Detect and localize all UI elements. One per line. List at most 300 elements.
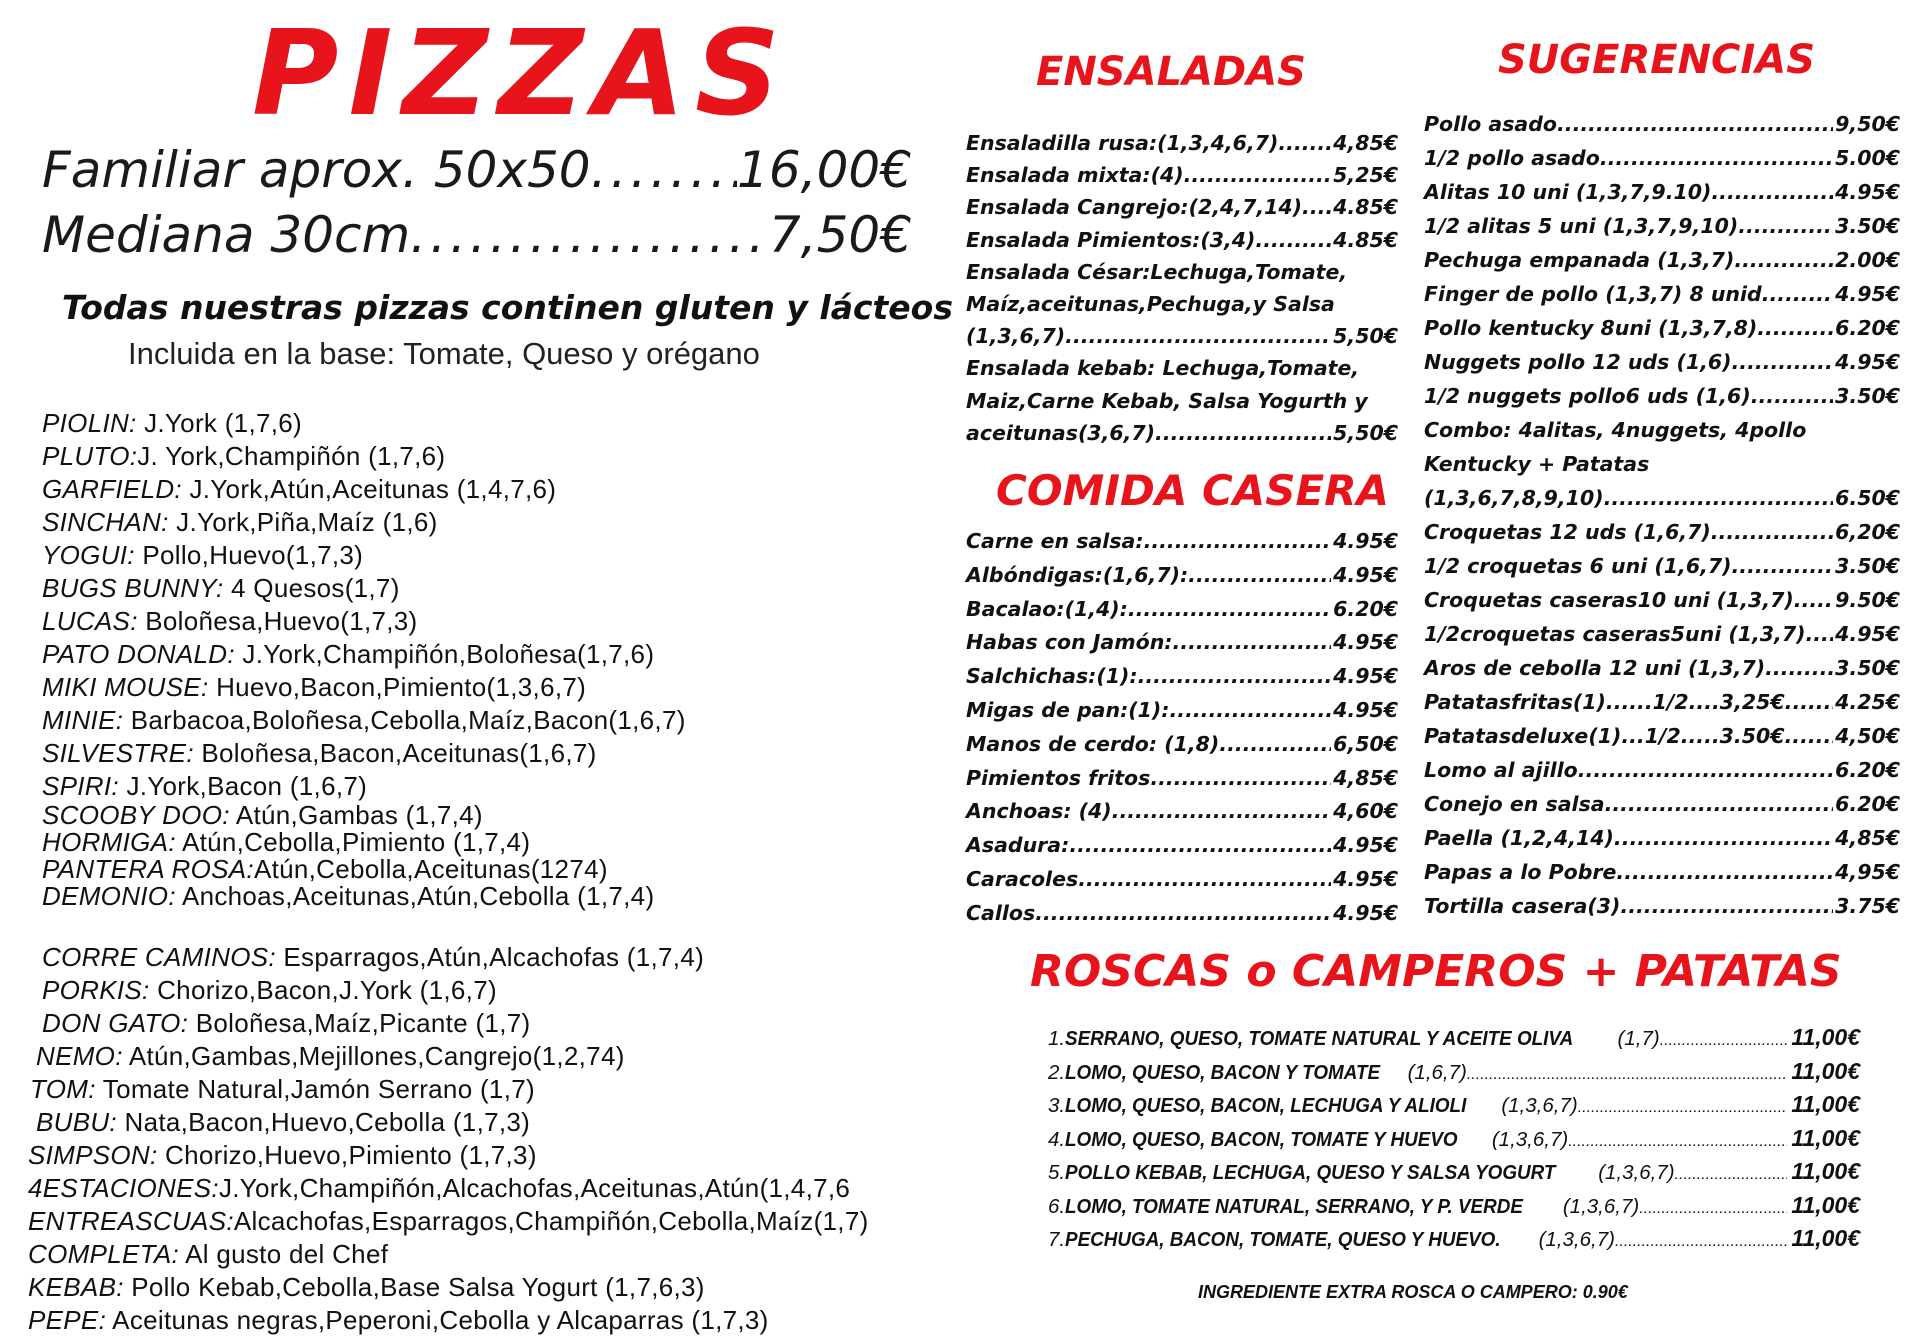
pizza-ingredients: Chorizo,Huevo,Pimiento (1,7,3) bbox=[157, 1140, 537, 1170]
menu-item-price: 6,20€ bbox=[1835, 520, 1900, 544]
menu-item-price: 2.00€ bbox=[1835, 248, 1900, 272]
menu-item-label: Anchoas: (4) bbox=[966, 799, 1112, 824]
pizza-name: BUBU: bbox=[36, 1107, 117, 1137]
leader-dots bbox=[1078, 868, 1331, 892]
menu-item-label: Croquetas 12 uds (1,6,7) bbox=[1424, 520, 1711, 544]
size-price: 16,00€ bbox=[737, 141, 912, 199]
pizza-item bbox=[42, 507, 438, 538]
pizza-ingredients: J.York,Atún,Aceitunas (1,4,7,6) bbox=[181, 474, 557, 504]
menu-item bbox=[1424, 283, 1900, 307]
menu-item-line: Ensalada kebab: Lechuga,Tomate, bbox=[966, 356, 1360, 381]
sugerencias-title: SUGERENCIAS bbox=[1498, 37, 1816, 83]
menu-item-price: 4.95€ bbox=[1333, 630, 1398, 655]
menu-item bbox=[1424, 249, 1900, 273]
menu-item-label: Caracoles bbox=[966, 867, 1079, 891]
menu-item bbox=[966, 665, 1398, 689]
leader-dots bbox=[1138, 665, 1332, 689]
rosca-allergens: (1,3,6,7) bbox=[1538, 1228, 1615, 1251]
leader-dots bbox=[1732, 351, 1834, 375]
menu-item bbox=[1424, 555, 1900, 579]
menu-item-label: Finger de pollo (1,3,7) 8 unid bbox=[1424, 282, 1762, 306]
rosca-name: LOMO, QUESO, BACON, TOMATE Y HUEVO bbox=[1065, 1127, 1458, 1151]
menu-item-line: Ensalada César:Lechuga,Tomate, bbox=[966, 259, 1348, 284]
menu-item-price: 5.00€ bbox=[1835, 146, 1900, 170]
pizza-name: DEMONIO: bbox=[42, 881, 176, 911]
menu-item-price: 4.85€ bbox=[1333, 227, 1398, 252]
pizza-item bbox=[42, 881, 654, 912]
pizza-item bbox=[42, 639, 654, 670]
menu-item-label: Migas de pan:(1): bbox=[966, 698, 1170, 722]
leader-dots bbox=[1762, 283, 1833, 307]
menu-item-label: 1/2croquetas caseras5uni (1,3,7) bbox=[1424, 622, 1806, 646]
pizza-ingredients: J.York (1,7,6) bbox=[136, 408, 302, 438]
pizza-item bbox=[28, 1272, 705, 1303]
pizza-item bbox=[36, 1041, 625, 1072]
menu-item-line: Combo: 4alitas, 4nuggets, 4pollo bbox=[1424, 418, 1807, 442]
menu-item bbox=[1424, 181, 1900, 205]
leader-dots bbox=[1711, 521, 1833, 545]
menu-item bbox=[1424, 385, 1900, 409]
pizza-ingredients: J.York,Piña,Maíz (1,6) bbox=[168, 507, 438, 537]
pizza-name: SINCHAN: bbox=[42, 507, 169, 537]
leader-dots bbox=[1792, 725, 1833, 749]
pizza-ingredients: J.York,Champiñón,Boloñesa(1,7,6) bbox=[234, 639, 655, 669]
rosca-item bbox=[1048, 1091, 1860, 1118]
size-label: Familiar aprox. 50x50 bbox=[42, 141, 591, 199]
menu-item bbox=[966, 902, 1398, 926]
rosca-name: LOMO, TOMATE NATURAL, SERRANO, Y P. VERDE bbox=[1065, 1194, 1524, 1218]
pizza-ingredients: Boloñesa,Maíz,Picante (1,7) bbox=[188, 1008, 531, 1038]
menu-item bbox=[966, 164, 1398, 188]
menu-item-price: 4,85€ bbox=[1333, 131, 1398, 155]
pizza-item bbox=[28, 1305, 769, 1336]
menu-item-label: Ensaladilla rusa:(1,3,4,6,7) bbox=[966, 131, 1279, 155]
rosca-name: SERRANO, QUESO, TOMATE NATURAL Y ACEITE OLIVA bbox=[1065, 1027, 1574, 1050]
leader-dots bbox=[1616, 861, 1833, 885]
leader-dots bbox=[1184, 164, 1332, 188]
menu-item-label: Callos bbox=[966, 900, 1036, 925]
pizza-name: PATO DONALD: bbox=[42, 639, 235, 669]
menu-item-label: Nuggets pollo 12 uds (1,6) bbox=[1424, 350, 1732, 374]
menu-item bbox=[1424, 521, 1900, 545]
leader-dots bbox=[1065, 325, 1331, 349]
leader-dots bbox=[1614, 827, 1833, 851]
menu-item-label: Ensalada Cangrejo:(2,4,7,14) bbox=[966, 195, 1303, 220]
menu-item bbox=[1424, 623, 1900, 647]
menu-item-label: Pechuga empanada (1,3,7) bbox=[1424, 248, 1735, 272]
pizza-ingredients: Aceitunas negras,Peperoni,Cebolla y Alcaparras (1,7,3) bbox=[106, 1305, 769, 1335]
menu-item-price: 4.95€ bbox=[1333, 529, 1398, 553]
pizza-ingredients: Atún,Gambas (1,7,4) bbox=[229, 800, 483, 830]
leader-dots bbox=[1112, 800, 1331, 824]
size-label: Mediana 30cm bbox=[42, 206, 411, 264]
rosca-number: 6. bbox=[1048, 1194, 1066, 1218]
menu-item bbox=[966, 196, 1398, 220]
pizza-item bbox=[42, 705, 686, 736]
menu-item-label: Pollo asado bbox=[1424, 112, 1558, 136]
rosca-number: 5. bbox=[1048, 1161, 1066, 1184]
pizza-name: PEPE: bbox=[28, 1305, 107, 1335]
menu-item-price: 4.95€ bbox=[1333, 900, 1398, 925]
rosca-name: LOMO, QUESO, BACON Y TOMATE bbox=[1065, 1060, 1381, 1084]
rosca-allergens: (1,7) bbox=[1617, 1027, 1660, 1050]
menu-item-price: 4.95€ bbox=[1835, 180, 1900, 204]
menu-item-label: 1/2 alitas 5 uni (1,3,7,9,10) bbox=[1424, 214, 1739, 238]
pizza-name: HORMIGA: bbox=[42, 827, 176, 857]
pizza-item bbox=[42, 672, 586, 703]
menu-item-label: Croquetas caseras10 uni (1,3,7) bbox=[1424, 588, 1794, 612]
menu-item-price: 3.50€ bbox=[1835, 656, 1900, 680]
rosca-item bbox=[1048, 1125, 1860, 1152]
rosca-price: 11,00€ bbox=[1791, 1024, 1860, 1050]
menu-item bbox=[966, 598, 1398, 622]
menu-item-label: Pollo kentucky 8uni (1,3,7,8) bbox=[1424, 316, 1758, 340]
menu-item-price: 6.20€ bbox=[1835, 316, 1900, 340]
menu-item bbox=[966, 767, 1398, 791]
menu-item-label: Manos de cerdo: (1,8) bbox=[966, 731, 1220, 756]
leader-dots bbox=[1302, 196, 1331, 220]
menu-item-label: Papas a lo Pobre bbox=[1424, 860, 1617, 884]
leader-dots bbox=[1675, 1166, 1788, 1184]
pizza-ingredients: J. York,Champiñón (1,7,6) bbox=[137, 441, 446, 471]
pizza-item bbox=[28, 1206, 869, 1237]
menu-item-price: 4,60€ bbox=[1333, 799, 1398, 824]
leader-dots bbox=[1578, 1099, 1788, 1117]
menu-item-price: 5,50€ bbox=[1333, 420, 1398, 445]
menu-item-label: Habas con Jamón: bbox=[966, 630, 1173, 655]
menu-item-label: Aros de cebolla 12 uni (1,3,7) bbox=[1424, 656, 1766, 680]
leader-dots bbox=[1794, 589, 1833, 613]
leader-dots bbox=[1144, 530, 1332, 554]
extra-ingredient-note: INGREDIENTE EXTRA ROSCA O CAMPERO: 0.90€ bbox=[1198, 1282, 1628, 1302]
pizza-name: COMPLETA: bbox=[28, 1239, 180, 1269]
pizza-item bbox=[28, 1239, 388, 1270]
menu-item-price: 4.95€ bbox=[1333, 562, 1398, 587]
menu-item-price: 6.20€ bbox=[1835, 758, 1900, 782]
rosca-item bbox=[1048, 1192, 1860, 1219]
pizza-name: DON GATO: bbox=[42, 1008, 189, 1038]
leader-dots bbox=[1604, 487, 1834, 511]
leader-dots bbox=[1035, 902, 1331, 926]
menu-item-label: Bacalao:(1,4): bbox=[966, 596, 1128, 621]
comida-casera-title: COMIDA CASERA bbox=[996, 466, 1390, 515]
pizza-name: PIOLIN: bbox=[42, 408, 137, 438]
rosca-price: 11,00€ bbox=[1791, 1191, 1860, 1218]
rosca-number: 2. bbox=[1048, 1060, 1066, 1084]
leader-dots bbox=[1568, 1133, 1787, 1151]
pizza-item bbox=[42, 771, 367, 802]
menu-item-label: Tortilla casera(3) bbox=[1424, 894, 1621, 918]
menu-item-price: 9,50€ bbox=[1835, 112, 1900, 136]
leader-dots bbox=[1467, 1066, 1788, 1084]
menu-item bbox=[1424, 861, 1900, 885]
pizza-item bbox=[42, 738, 597, 769]
leader-dots bbox=[1128, 598, 1331, 622]
menu-item-label: 1/2 croquetas 6 uni (1,6,7) bbox=[1424, 554, 1732, 578]
leader-dots bbox=[1600, 147, 1833, 171]
pizza-ingredients: Nata,Bacon,Huevo,Cebolla (1,7,3) bbox=[116, 1107, 531, 1137]
menu-item-label: Conejo en salsa bbox=[1424, 792, 1605, 816]
pizza-name: SPIRI: bbox=[42, 771, 119, 801]
size-price: 7,50€ bbox=[768, 206, 912, 264]
menu-item-label: Salchichas:(1): bbox=[966, 664, 1138, 689]
rosca-name: PECHUGA, BACON, TOMATE, QUESO Y HUEVO. bbox=[1065, 1228, 1501, 1251]
leader-dots bbox=[1173, 631, 1332, 655]
pizza-ingredients: Atún,Cebolla,Pimiento (1,7,4) bbox=[175, 827, 531, 857]
menu-item bbox=[1424, 351, 1900, 375]
menu-item-price: 4.95€ bbox=[1835, 622, 1900, 646]
pizza-ingredients: Alcachofas,Esparragos,Champiñón,Cebolla,Maíz(1,7) bbox=[233, 1206, 869, 1236]
menu-item-label: (1,3,6,7) bbox=[966, 324, 1066, 349]
pizza-item bbox=[42, 540, 363, 571]
menu-item-line: Maíz,aceitunas,Pechuga,y Salsa bbox=[966, 292, 1335, 316]
pizza-ingredients: Barbacoa,Boloñesa,Cebolla,Maíz,Bacon(1,6,7) bbox=[123, 705, 686, 735]
gluten-note: Todas nuestras pizzas continen gluten y lácteos bbox=[62, 288, 953, 327]
pizza-name: TOM: bbox=[30, 1074, 96, 1104]
pizza-name: 4ESTACIONES: bbox=[28, 1173, 219, 1203]
pizza-name: SILVESTRE: bbox=[42, 738, 194, 768]
rosca-item bbox=[1048, 1225, 1860, 1252]
menu-item bbox=[966, 699, 1398, 723]
rosca-price: 11,00€ bbox=[1791, 1091, 1860, 1117]
leader-dots bbox=[1620, 895, 1833, 919]
leader-dots bbox=[1757, 317, 1833, 341]
pizza-name: SCOOBY DOO: bbox=[42, 800, 230, 830]
pizza-name: SIMPSON: bbox=[28, 1140, 158, 1170]
rosca-price: 11,00€ bbox=[1791, 1124, 1860, 1151]
menu-item-label: 1/2 nuggets pollo6 uds (1,6) bbox=[1424, 384, 1751, 408]
menu-item bbox=[1424, 657, 1900, 681]
menu-item bbox=[966, 631, 1398, 655]
rosca-number: 7. bbox=[1048, 1228, 1066, 1251]
leader-dots bbox=[1150, 767, 1331, 791]
menu-item bbox=[1424, 793, 1900, 817]
rosca-number: 3. bbox=[1048, 1094, 1066, 1117]
leader-dots bbox=[1615, 1233, 1787, 1251]
leader-dots bbox=[1734, 249, 1833, 273]
pizza-ingredients: Atún,Gambas,Mejillones,Cangrejo(1,2,74) bbox=[122, 1041, 625, 1071]
menu-item-price: 6,50€ bbox=[1333, 731, 1398, 756]
menu-item-price: 4.95€ bbox=[1333, 664, 1398, 689]
menu-item bbox=[966, 422, 1398, 446]
rosca-item bbox=[1048, 1158, 1860, 1185]
menu-item-price: 5,50€ bbox=[1333, 324, 1398, 349]
menu-item bbox=[966, 868, 1398, 892]
size-familiar bbox=[42, 141, 912, 199]
menu-item-price: 4.95€ bbox=[1835, 282, 1900, 306]
menu-item-price: 4.95€ bbox=[1333, 833, 1398, 858]
menu-item bbox=[966, 564, 1398, 588]
menu-item-price: 4.85€ bbox=[1333, 195, 1398, 220]
menu-item bbox=[966, 229, 1398, 253]
leader-dots bbox=[1605, 793, 1834, 817]
pizza-item bbox=[42, 606, 418, 637]
pizza-name: CORRE CAMINOS: bbox=[42, 942, 276, 972]
pizza-ingredients: J.York,Bacon (1,6,7) bbox=[118, 771, 368, 801]
pizzas-title: PIZZAS bbox=[252, 4, 790, 142]
pizza-item bbox=[42, 1008, 530, 1039]
leader-dots bbox=[1155, 422, 1331, 446]
menu-item-label: Patatasdeluxe(1)...1/2.....3.50€. bbox=[1424, 724, 1793, 748]
menu-item-label: Albóndigas:(1,6,7): bbox=[966, 562, 1189, 587]
rosca-allergens: (1,3,6,7) bbox=[1501, 1094, 1578, 1117]
menu-item-line: Maiz,Carne Kebab, Salsa Yogurth y bbox=[966, 388, 1368, 413]
menu-item-label: (1,3,6,7,8,9,10) bbox=[1424, 486, 1604, 510]
pizza-ingredients: Huevo,Bacon,Pimiento(1,3,6,7) bbox=[208, 672, 587, 702]
menu-item-price: 4,85€ bbox=[1835, 826, 1900, 850]
menu-item-label: Asadura: bbox=[966, 833, 1070, 858]
menu-item bbox=[1424, 147, 1900, 171]
rosca-allergens: (1,3,6,7) bbox=[1491, 1127, 1569, 1151]
menu-item bbox=[966, 132, 1398, 156]
menu-item-label: Lomo al ajillo bbox=[1424, 758, 1578, 782]
menu-item-price: 3.50€ bbox=[1835, 554, 1900, 578]
pizza-ingredients: Pollo Kebab,Cebolla,Base Salsa Yogurt (1,7,6,3) bbox=[123, 1272, 705, 1302]
menu-item-price: 6.50€ bbox=[1835, 486, 1900, 510]
rosca-number: 4. bbox=[1048, 1127, 1066, 1151]
menu-item-label: Paella (1,2,4,14) bbox=[1424, 826, 1614, 850]
pizza-item bbox=[42, 474, 556, 505]
menu-item-price: 4,95€ bbox=[1835, 860, 1900, 884]
rosca-item bbox=[1048, 1024, 1860, 1051]
rosca-item bbox=[1048, 1058, 1860, 1085]
leader-dots bbox=[1711, 181, 1833, 205]
menu-item bbox=[1424, 895, 1900, 919]
pizza-ingredients: Atún,Cebolla,Aceitunas(1274) bbox=[253, 854, 608, 884]
leader-dots bbox=[1732, 555, 1834, 579]
menu-item bbox=[966, 800, 1398, 824]
menu-item-price: 4.25€ bbox=[1835, 690, 1900, 714]
menu-item bbox=[1424, 827, 1900, 851]
pizza-ingredients: Boloñesa,Huevo(1,7,3) bbox=[137, 606, 418, 636]
menu-item-price: 3.50€ bbox=[1835, 384, 1900, 408]
pizza-item bbox=[42, 441, 445, 472]
pizza-name: ENTREASCUAS: bbox=[28, 1206, 234, 1236]
pizza-item bbox=[36, 1107, 530, 1138]
pizza-item bbox=[42, 573, 400, 604]
leader-dots bbox=[1069, 834, 1331, 858]
leader-dots bbox=[591, 145, 737, 195]
menu-item-label: Patatasfritas(1)......1/2....3,25€. bbox=[1424, 690, 1793, 714]
pizza-name: MIKI MOUSE: bbox=[42, 672, 209, 702]
pizza-name: BUGS BUNNY: bbox=[42, 573, 224, 603]
menu-item-label: 1/2 pollo asado bbox=[1424, 146, 1600, 170]
menu-item-label: Alitas 10 uni (1,3,7,9.10) bbox=[1424, 180, 1712, 204]
pizza-name: PORKIS: bbox=[42, 975, 150, 1005]
pizza-item bbox=[28, 1173, 850, 1204]
menu-item-price: 6.20€ bbox=[1333, 596, 1398, 621]
menu-item bbox=[1424, 487, 1900, 511]
menu-item-price: 9.50€ bbox=[1835, 588, 1900, 612]
pizza-name: KEBAB: bbox=[28, 1272, 124, 1302]
rosca-allergens: (1,3,6,7) bbox=[1562, 1194, 1640, 1218]
pizza-name: NEMO: bbox=[36, 1041, 123, 1071]
leader-dots bbox=[1578, 759, 1833, 783]
menu-item bbox=[966, 325, 1398, 349]
menu-item-price: 4,50€ bbox=[1835, 724, 1900, 748]
menu-item-label: Pimientos fritos bbox=[966, 765, 1151, 790]
leader-dots bbox=[1557, 113, 1833, 137]
menu-item-label: aceitunas(3,6,7) bbox=[966, 420, 1156, 445]
leader-dots bbox=[1805, 623, 1833, 647]
leader-dots bbox=[1188, 564, 1331, 588]
menu-item bbox=[1424, 317, 1900, 341]
pizza-ingredients: Boloñesa,Bacon,Aceitunas(1,6,7) bbox=[193, 738, 597, 768]
menu-item-price: 4,85€ bbox=[1333, 765, 1398, 790]
menu-item-price: 4.95€ bbox=[1835, 350, 1900, 374]
pizzas-section bbox=[0, 0, 960, 1335]
menu-item-label: Ensalada Pimientos:(3,4) bbox=[966, 227, 1256, 252]
menu-item bbox=[1424, 113, 1900, 137]
leader-dots bbox=[1792, 691, 1833, 715]
rosca-name: LOMO, QUESO, BACON, LECHUGA Y ALIOLI bbox=[1065, 1094, 1467, 1117]
roscas-title: ROSCAS o CAMPEROS + PATATAS bbox=[1030, 946, 1842, 997]
pizza-name: MINIE: bbox=[42, 705, 124, 735]
menu-item-price: 5,25€ bbox=[1333, 163, 1398, 188]
pizza-name: PLUTO: bbox=[42, 441, 138, 471]
menu-item bbox=[1424, 215, 1900, 239]
pizza-item bbox=[42, 408, 302, 439]
menu-item bbox=[1424, 725, 1900, 749]
pizza-name: PANTERA ROSA: bbox=[42, 854, 254, 884]
rosca-allergens: (1,6,7) bbox=[1407, 1060, 1467, 1084]
size-mediana bbox=[42, 206, 912, 264]
pizza-ingredients: Chorizo,Bacon,J.York (1,6,7) bbox=[149, 975, 497, 1005]
pizza-item bbox=[42, 975, 497, 1006]
menu-item-label: Ensalada mixta:(4) bbox=[966, 163, 1184, 188]
leader-dots bbox=[1255, 229, 1331, 253]
leader-dots bbox=[1751, 385, 1833, 409]
pizza-name: GARFIELD: bbox=[42, 474, 182, 504]
pizza-name: LUCAS: bbox=[42, 606, 138, 636]
menu-item-label: Carne en salsa: bbox=[966, 529, 1144, 553]
ensaladas-title: ENSALADAS bbox=[1036, 49, 1306, 95]
rosca-allergens: (1,3,6,7) bbox=[1598, 1161, 1675, 1184]
pizza-item bbox=[28, 1140, 537, 1171]
leader-dots bbox=[410, 210, 769, 260]
rosca-number: 1. bbox=[1048, 1027, 1066, 1050]
pizza-name: YOGUI: bbox=[42, 540, 135, 570]
menu-item-price: 3.50€ bbox=[1835, 214, 1900, 238]
menu-item-price: 6.20€ bbox=[1835, 792, 1900, 816]
base-note: Incluida en la base: Tomate, Queso y orégano bbox=[128, 336, 760, 371]
leader-dots bbox=[1278, 132, 1331, 156]
pizza-ingredients: J.York,Champiñón,Alcachofas,Aceitunas,Atún(1,4,7,6 bbox=[218, 1173, 851, 1203]
leader-dots bbox=[1765, 657, 1833, 681]
leader-dots bbox=[1219, 733, 1331, 757]
menu-item-price: 4.95€ bbox=[1333, 867, 1398, 891]
rosca-price: 11,00€ bbox=[1791, 1057, 1860, 1084]
menu-item bbox=[1424, 759, 1900, 783]
menu-item bbox=[966, 530, 1398, 554]
pizza-ingredients: 4 Quesos(1,7) bbox=[223, 573, 400, 603]
menu-item-price: 3.75€ bbox=[1835, 894, 1900, 918]
leader-dots bbox=[1738, 215, 1833, 239]
rosca-price: 11,00€ bbox=[1791, 1158, 1860, 1184]
menu-item bbox=[966, 834, 1398, 858]
menu-item-price: 4.95€ bbox=[1333, 698, 1398, 722]
rosca-name: POLLO KEBAB, LECHUGA, QUESO Y SALSA YOGURT bbox=[1065, 1161, 1556, 1184]
pizza-ingredients: Tomate Natural,Jamón Serrano (1,7) bbox=[95, 1074, 535, 1104]
pizza-ingredients: Anchoas,Aceitunas,Atún,Cebolla (1,7,4) bbox=[175, 881, 655, 911]
pizza-item bbox=[30, 1074, 535, 1105]
pizza-ingredients: Al gusto del Chef bbox=[179, 1239, 389, 1269]
menu-item bbox=[1424, 589, 1900, 613]
pizza-ingredients: Pollo,Huevo(1,7,3) bbox=[134, 540, 364, 570]
pizza-ingredients: Esparragos,Atún,Alcachofas (1,7,4) bbox=[275, 942, 705, 972]
leader-dots bbox=[1170, 699, 1332, 723]
menu-item-line: Kentucky + Patatas bbox=[1424, 452, 1650, 476]
